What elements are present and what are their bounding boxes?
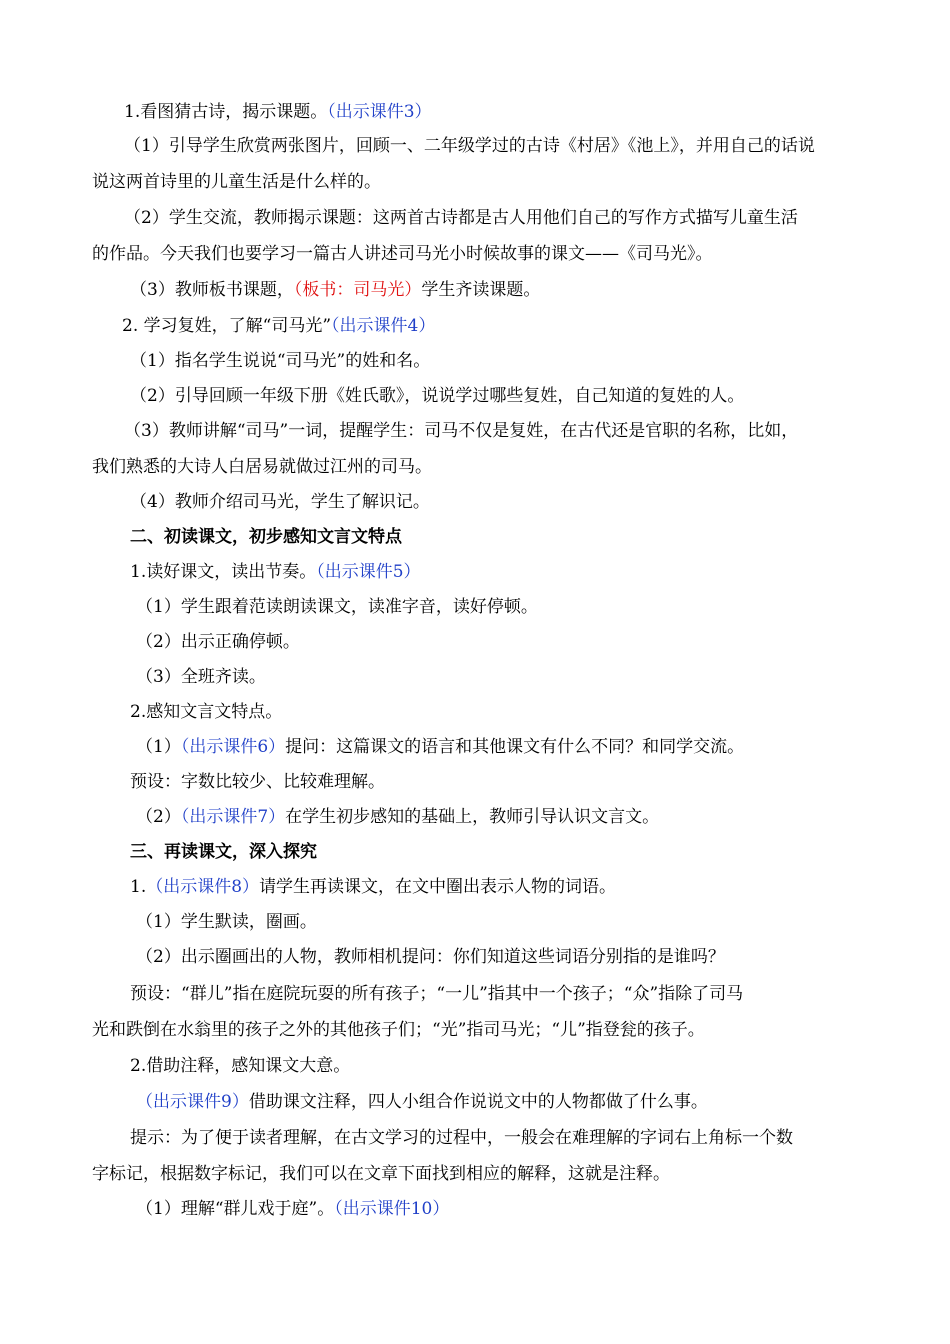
text-line <box>0 982 950 1006</box>
text-line <box>0 1197 950 1221</box>
text-segment: 1. <box>130 877 147 897</box>
courseware-reference: （出示课件5） <box>316 562 421 582</box>
text-line <box>0 134 950 158</box>
text-segment: 借助课文注释，四人小组合作说说文中的人物都做了什么事。 <box>248 1092 708 1112</box>
text-line <box>0 840 950 864</box>
text-line <box>0 314 950 338</box>
text-line <box>0 1090 950 1114</box>
text-line <box>0 490 950 514</box>
text-line <box>0 595 950 619</box>
text-segment: 请学生再读课文，在文中圈出表示人物的词语。 <box>259 877 617 897</box>
text-line <box>0 349 950 373</box>
text-segment: 在学生初步感知的基础上，教师引导认识文言文。 <box>285 807 660 827</box>
courseware-reference: （出示课件9） <box>136 1092 249 1112</box>
text-line <box>0 875 950 899</box>
text-line <box>0 455 950 479</box>
text-segment: （3）教师板书课题， <box>130 280 294 300</box>
courseware-reference: （出示课件4） <box>331 316 436 336</box>
text-segment: （2）学生交流，教师揭示课题：这两首古诗都是古人用他们自己的写作方式描写儿童生活 <box>124 208 798 228</box>
text-line <box>0 1018 950 1042</box>
text-segment: 字标记，根据数字标记，我们可以在文章下面找到相应的解释，这就是注释。 <box>92 1164 670 1184</box>
text-segment: （3）教师讲解“司马”一词，提醒学生：司马不仅是复姓，在古代还是官职的名称，比如， <box>124 421 799 441</box>
text-line <box>0 1126 950 1150</box>
text-segment: （4）教师介绍司马光，学生了解识记。 <box>130 492 430 512</box>
text-segment: 2. 学习复姓，了解“司马光” <box>122 316 332 336</box>
text-segment: 说这两首诗里的儿童生活是什么样的。 <box>92 172 381 192</box>
courseware-reference: （出示课件7） <box>180 807 286 827</box>
text-line <box>0 770 950 794</box>
text-segment: 1.看图猜古诗，揭示课题。 <box>124 102 328 122</box>
text-line <box>0 910 950 934</box>
text-segment: 光和跌倒在水翁里的孩子之外的其他孩子们；“光”指司马光；“儿”指登瓮的孩子。 <box>92 1020 705 1040</box>
text-segment: （1）指名学生说说“司马光”的姓和名。 <box>130 351 431 371</box>
courseware-reference: （出示课件8） <box>146 877 260 897</box>
text-segment: 我们熟悉的大诗人白居易就做过江州的司马。 <box>92 457 432 477</box>
text-segment: 提示：为了便于读者理解，在古文学习的过程中，一般会在难理解的字词右上角标一个数 <box>130 1128 793 1148</box>
courseware-reference: （出示课件6） <box>180 737 286 757</box>
text-line <box>0 945 950 969</box>
text-segment: （1）学生默读，圈画。 <box>136 912 317 932</box>
text-segment: 2.感知文言文特点。 <box>130 702 283 722</box>
section-heading: 二、初读课文，初步感知文言文特点 <box>130 527 402 547</box>
courseware-reference: （出示课件3） <box>327 102 432 122</box>
text-segment: 预设：字数比较少、比较难理解。 <box>130 772 385 792</box>
text-line <box>0 170 950 194</box>
text-line <box>0 1054 950 1078</box>
text-segment: （2）出示正确停顿。 <box>136 632 300 652</box>
text-segment: （1）理解“群儿戏于庭”。 <box>136 1199 335 1219</box>
text-line <box>0 735 950 759</box>
section-heading: 三、再读课文，深入探究 <box>130 842 317 862</box>
text-segment: （2）引导回顾一年级下册《姓氏歌》，说说学过哪些复姓，自己知道的复姓的人。 <box>130 386 745 406</box>
text-line <box>0 665 950 689</box>
text-line <box>0 384 950 408</box>
text-segment: （1）学生跟着范读朗读课文，读准字音，读好停顿。 <box>136 597 538 617</box>
text-line <box>0 100 950 124</box>
board-writing-note: （板书：司马光） <box>293 280 422 300</box>
text-segment: （3）全班齐读。 <box>136 667 266 687</box>
text-segment: 预设：“群儿”指在庭院玩耍的所有孩子；“一儿”指其中一个孩子；“众”指除了司马 <box>130 984 744 1004</box>
courseware-reference: （出示课件10） <box>334 1199 450 1219</box>
text-line <box>0 630 950 654</box>
text-segment: （2）出示圈画出的人物，教师相机提问：你们知道这些词语分别指的是谁吗？ <box>136 947 725 967</box>
text-segment: 的作品。今天我们也要学习一篇古人讲述司马光小时候故事的课文——《司马光》。 <box>92 244 713 264</box>
text-line <box>0 1162 950 1186</box>
text-segment: 1.读好课文，读出节奏。 <box>130 562 317 582</box>
text-line <box>0 560 950 584</box>
text-segment: （1）引导学生欣赏两张图片，回顾一、二年级学过的古诗《村居》《池上》，并用自己的话说 <box>124 136 815 156</box>
text-segment: 2.借助注释，感知课文大意。 <box>130 1056 351 1076</box>
text-segment: 提问：这篇课文的语言和其他课文有什么不同？和同学交流。 <box>285 737 745 757</box>
text-line <box>0 805 950 829</box>
text-segment: 学生齐读课题。 <box>421 280 541 300</box>
text-line <box>0 278 950 302</box>
text-line <box>0 206 950 230</box>
text-line <box>0 242 950 266</box>
text-line <box>0 419 950 443</box>
text-segment: （2） <box>136 807 181 827</box>
text-line <box>0 525 950 549</box>
text-line <box>0 700 950 724</box>
text-segment: （1） <box>136 737 181 757</box>
